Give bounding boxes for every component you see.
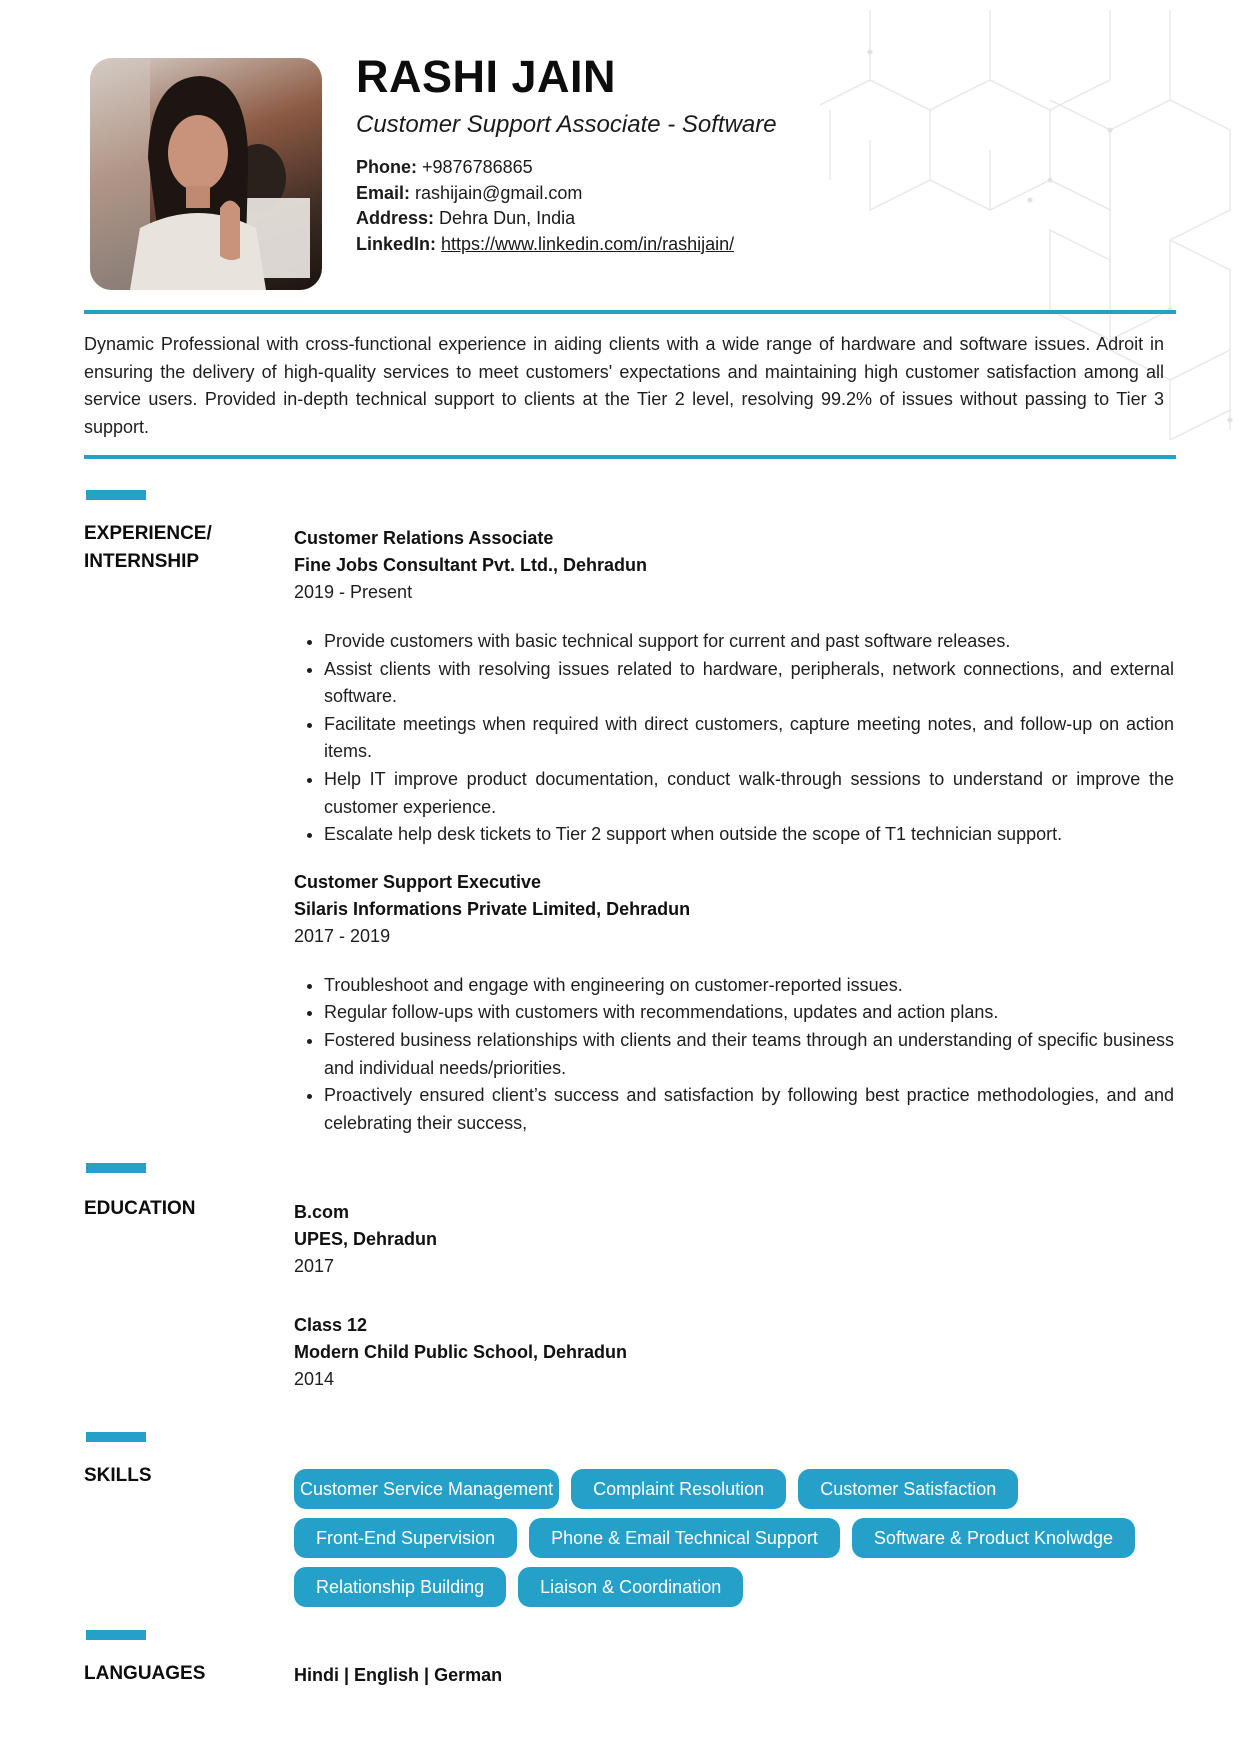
job-responsibilities	[294, 972, 1174, 1138]
job-company: Silaris Informations Private Limited, Dehradun	[294, 898, 691, 919]
list-item: • Provide customers with basic technical support for current and past software releases.	[324, 628, 1174, 656]
job-responsibilities	[294, 628, 1174, 849]
address-value: Dehra Dun, India	[439, 208, 576, 228]
degree: Class 12	[294, 1315, 368, 1335]
year: 2014	[294, 1369, 335, 1389]
job-role: Customer Support Executive	[294, 871, 542, 892]
education-list	[294, 1199, 1174, 1393]
contact-phone	[356, 155, 734, 181]
skill-chip: Front-End Supervision	[294, 1518, 517, 1558]
job-company: Fine Jobs Consultant Pvt. Ltd., Dehradun	[294, 555, 648, 575]
job-entry	[294, 525, 1174, 849]
candidate-name: RASHI JAIN	[356, 51, 617, 102]
contact-address	[356, 206, 734, 232]
contact-info	[356, 155, 734, 257]
section-title-languages: LANGUAGES	[84, 1663, 206, 1684]
section-marker	[86, 1630, 146, 1640]
section-marker	[86, 490, 146, 500]
profile-photo	[90, 58, 322, 290]
section-marker	[86, 1432, 146, 1442]
school: UPES, Dehradun	[294, 1229, 438, 1249]
list-item: • Help IT improve product documentation, conduct walk-through sessions to understand or improve the customer experience.	[324, 766, 1174, 821]
skill-chip: Complaint Resolution	[571, 1469, 786, 1509]
email-label: Email:	[356, 182, 411, 203]
heading-line: INTERNSHIP	[84, 551, 200, 572]
job-period: 2017 - 2019	[294, 925, 391, 946]
skill-chip: Customer Satisfaction	[798, 1469, 1018, 1509]
skills-list	[294, 1469, 1234, 1616]
school: Modern Child Public School, Dehradun	[294, 1342, 628, 1362]
skill-row	[294, 1469, 1234, 1509]
heading-line: EXPERIENCE/	[84, 523, 212, 544]
phone-value: +9876786865	[422, 157, 533, 177]
list-item: • Assist clients with resolving issues related to hardware, peripherals, network connections, and external software.	[324, 656, 1174, 711]
divider-bottom	[84, 455, 1176, 459]
education-entry	[294, 1199, 1174, 1280]
section-title-skills: SKILLS	[84, 1465, 152, 1486]
skill-chip: Relationship Building	[294, 1567, 506, 1607]
skill-chip: Customer Service Management	[294, 1469, 559, 1509]
job-role: Customer Relations Associate	[294, 528, 554, 548]
job-entry	[294, 869, 1174, 1138]
section-title-experience	[84, 520, 212, 576]
list-item: • Fostered business relationships with clients and their teams through an understanding of specific business and individual needs/priorities.	[324, 1027, 1174, 1082]
list-item: • Proactively ensured client’s success and satisfaction by following best practice methodologies, and and celebrating their success,	[324, 1082, 1174, 1137]
list-item: • Facilitate meetings when required with direct customers, capture meeting notes, and follow-up on action items.	[324, 711, 1174, 766]
section-marker	[86, 1163, 146, 1173]
languages-value: Hindi | English | German	[294, 1665, 503, 1685]
list-item: • Troubleshoot and engage with engineering on customer-reported issues.	[324, 972, 1174, 1000]
person-silhouette-icon	[90, 58, 322, 290]
degree: B.com	[294, 1202, 350, 1222]
skill-chip: Software & Product Knolwdge	[852, 1518, 1135, 1558]
job-title-headline: Customer Support Associate - Software	[356, 111, 777, 138]
section-title-education: EDUCATION	[84, 1198, 196, 1219]
list-item: • Regular follow-ups with customers with recommendations, updates and action plans.	[324, 999, 1174, 1027]
address-label: Address:	[356, 208, 435, 228]
job-period: 2019 - Present	[294, 582, 413, 602]
skill-chip: Phone & Email Technical Support	[529, 1518, 840, 1558]
skill-row	[294, 1518, 1234, 1558]
year: 2017	[294, 1256, 335, 1276]
phone-label: Phone:	[356, 157, 417, 177]
education-entry	[294, 1312, 1174, 1393]
skill-row	[294, 1567, 1234, 1607]
experience-list	[294, 525, 1174, 1137]
divider-top	[84, 310, 1176, 314]
skill-chip: Liaison & Coordination	[518, 1567, 743, 1607]
email-value: rashijain@gmail.com	[415, 182, 583, 203]
list-item: • Escalate help desk tickets to Tier 2 support when outside the scope of T1 technician support.	[324, 821, 1174, 849]
linkedin-link[interactable]: https://www.linkedin.com/in/rashijain/	[441, 233, 735, 254]
contact-linkedin	[356, 232, 734, 258]
contact-email	[356, 181, 734, 207]
professional-summary: Dynamic Professional with cross-functional experience in aiding clients with a wide range of hardware and software issues. Adroit in ensuring the delivery of high-quality services to meet customers' expectations and maintaining high customer satisfaction among all service users. Provided in-depth technical support to clients at the Tier 2 level, resolving 99.2% of issues without passing to Tier 3 support.	[84, 334, 1164, 437]
linkedin-label: LinkedIn:	[356, 233, 436, 254]
